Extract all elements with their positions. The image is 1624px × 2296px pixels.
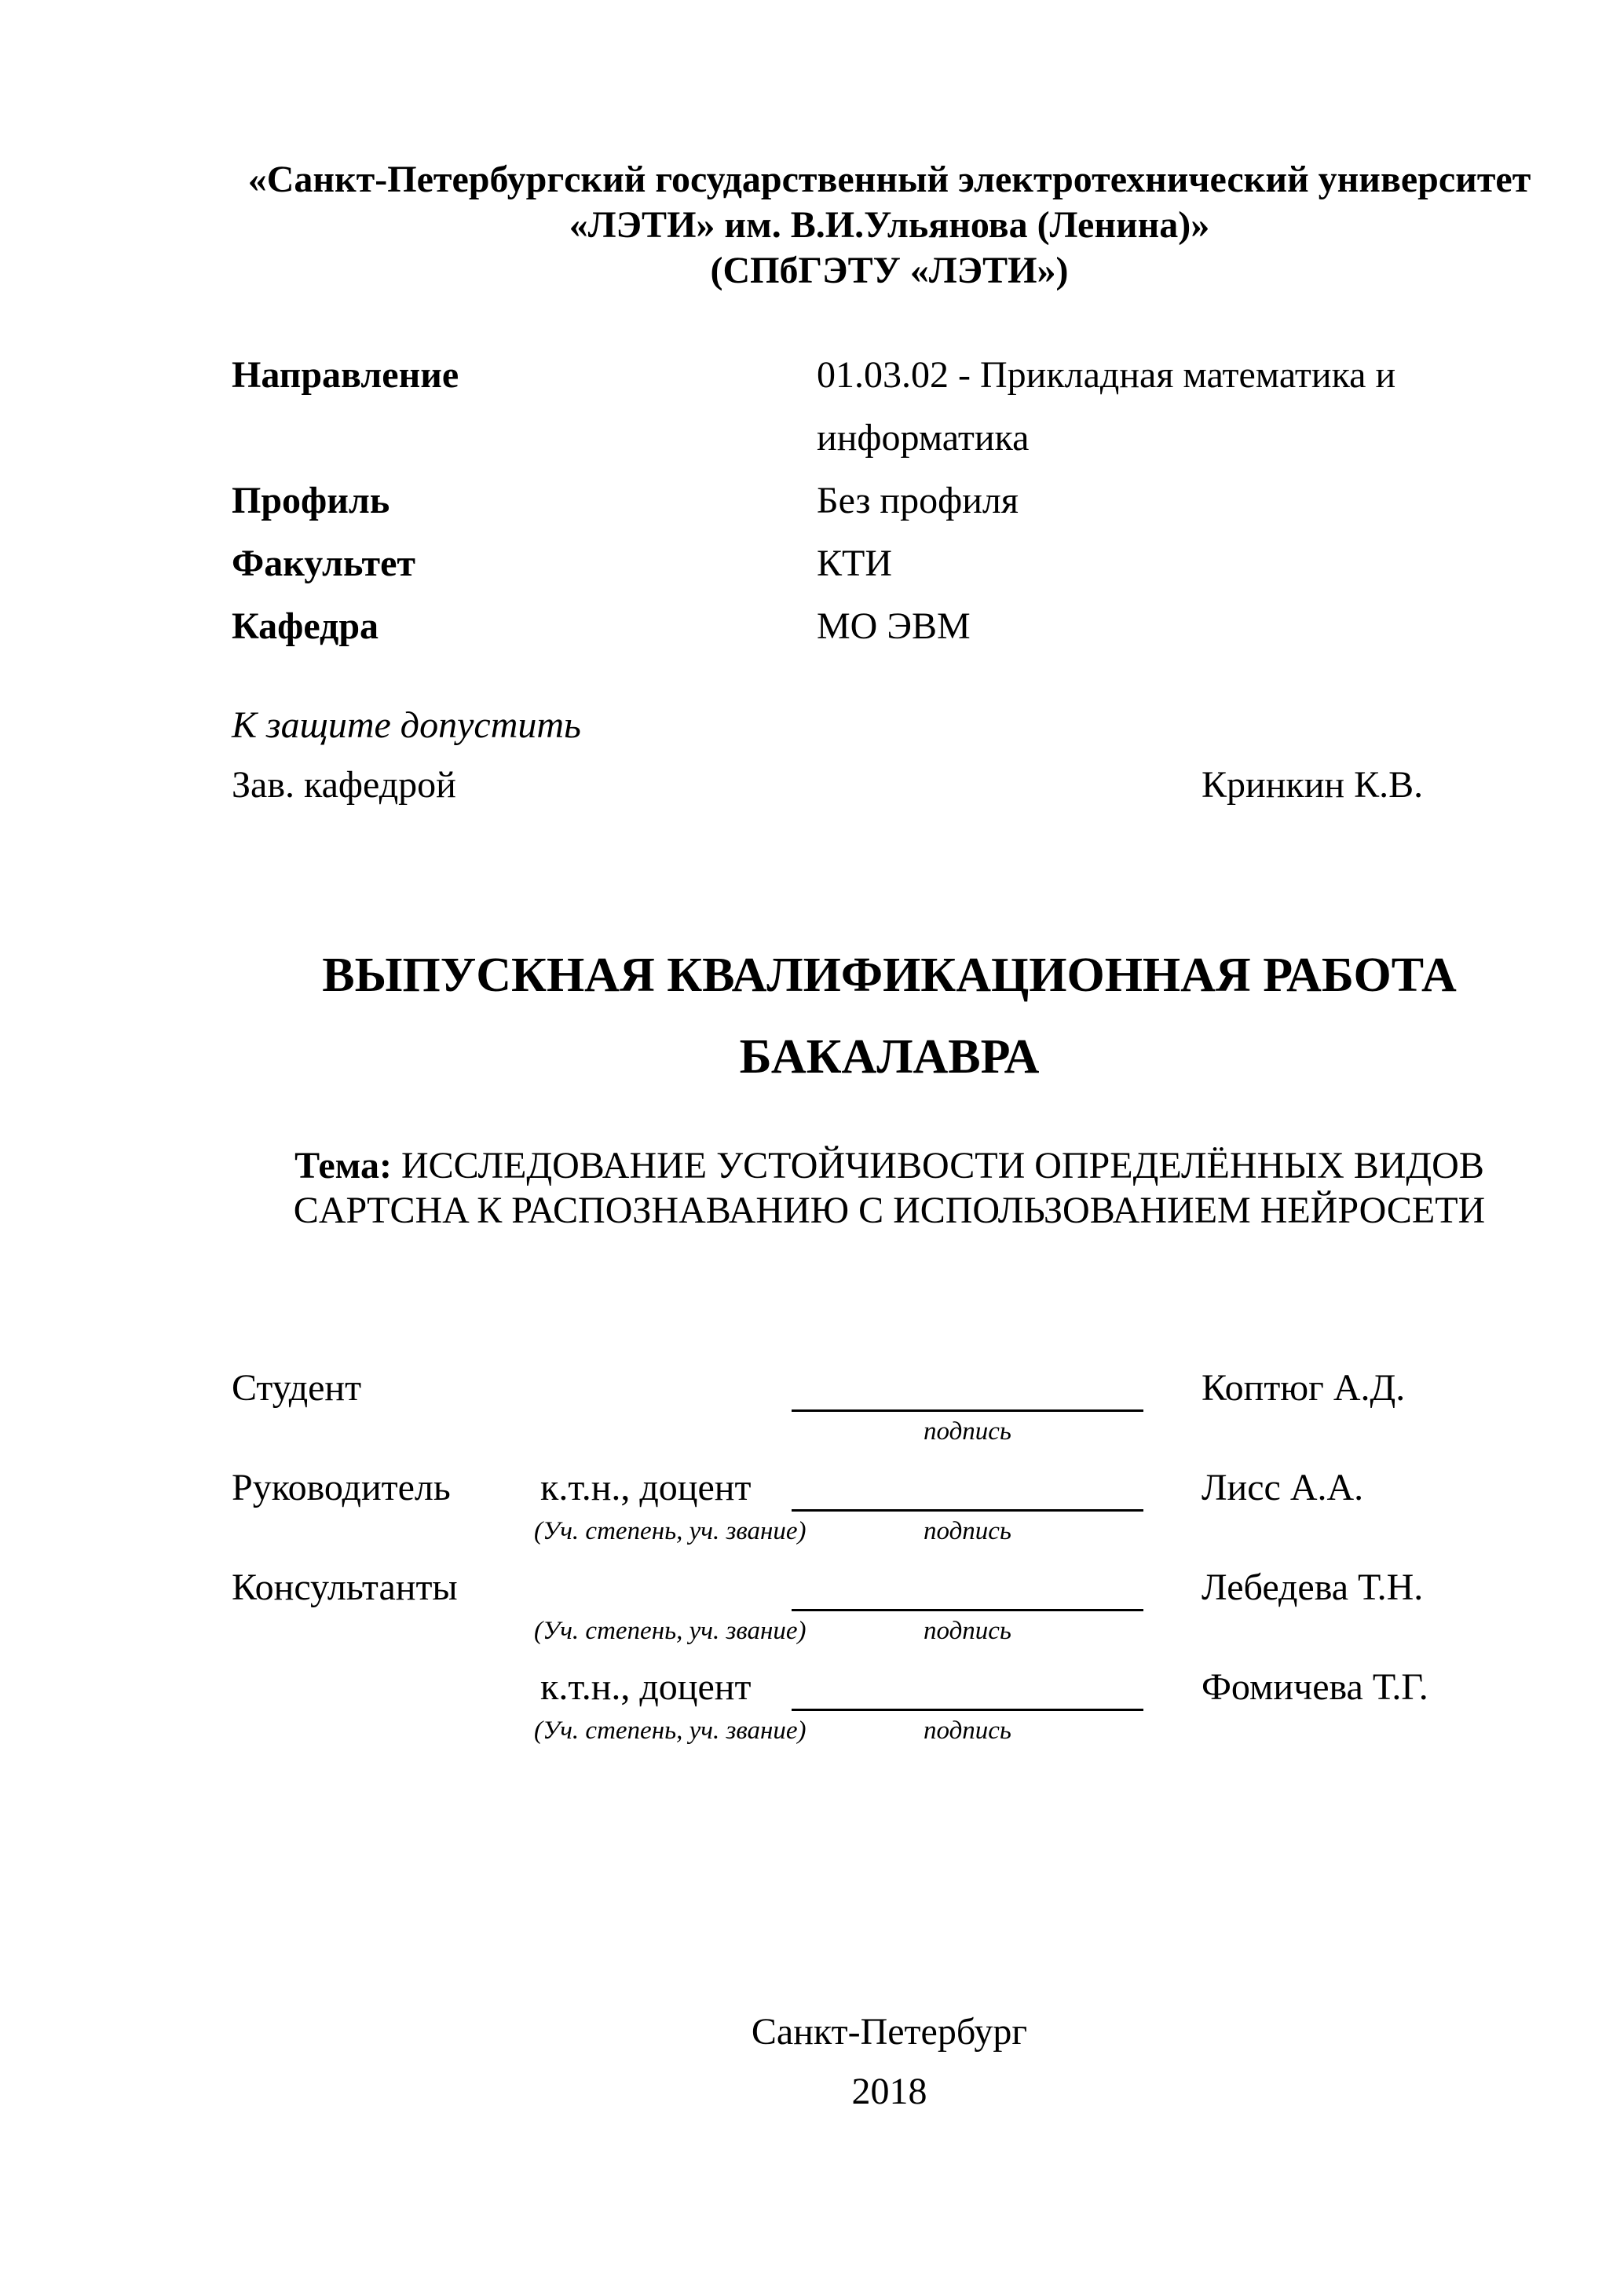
signature-role-label: Консультанты xyxy=(232,1567,458,1608)
degree-caption: (Уч. степень, уч. звание) xyxy=(534,1617,807,1645)
theme-line1 xyxy=(294,1145,1484,1186)
theme-block xyxy=(232,1143,1547,1233)
university-name-line2: «ЛЭТИ» им. В.И.Ульянова (Ленина)» xyxy=(569,204,1210,246)
signature-role-label: Руководитель xyxy=(232,1467,451,1508)
signature-line xyxy=(792,1665,1143,1711)
signature-row-consultant-1 xyxy=(232,1566,1547,1665)
program-fields xyxy=(232,344,1547,658)
signature-caption: подпись xyxy=(924,1717,1011,1745)
field-value-direction: 01.03.02 - Прикладная математика и информатика xyxy=(817,354,1396,459)
signature-row-consultant-2 xyxy=(232,1665,1547,1765)
theme-text-line1: ИССЛЕДОВАНИЕ УСТОЙЧИВОСТИ ОПРЕДЕЛЁННЫХ ВИДОВ xyxy=(401,1145,1484,1186)
field-row-department xyxy=(232,595,1547,658)
signature-person-name: Лисс А.А. xyxy=(1202,1467,1364,1508)
footer-year: 2018 xyxy=(851,2071,927,2112)
admission-block xyxy=(232,696,1547,815)
signature-caption: подпись xyxy=(924,1617,1011,1645)
signature-person-name: Лебедева Т.Н. xyxy=(1202,1567,1424,1608)
theme-label: Тема: xyxy=(294,1145,392,1186)
field-value-faculty: КТИ xyxy=(817,543,892,584)
signature-row-supervisor xyxy=(232,1466,1547,1566)
work-title-line1: ВЫПУСКНАЯ КВАЛИФИКАЦИОННАЯ РАБОТА xyxy=(322,949,1457,1002)
field-label-department: Кафедра xyxy=(232,605,379,647)
signature-line xyxy=(792,1466,1143,1512)
signature-person-name: Фомичева Т.Г. xyxy=(1202,1666,1428,1708)
footer-city: Санкт-Петербург xyxy=(751,2011,1028,2053)
university-abbreviation: (СПбГЭТУ «ЛЭТИ») xyxy=(710,250,1069,291)
field-label-faculty: Факультет xyxy=(232,543,415,584)
university-header xyxy=(232,157,1547,294)
admission-row xyxy=(232,755,1547,815)
admission-note: К защите допустить xyxy=(232,704,581,746)
signature-row-student xyxy=(232,1366,1547,1466)
signature-caption: подпись xyxy=(924,1417,1011,1446)
field-row-profile xyxy=(232,470,1547,532)
signature-person-name: Коптюг А.Д. xyxy=(1202,1367,1406,1409)
field-row-faculty xyxy=(232,532,1547,595)
work-title xyxy=(232,934,1547,1098)
head-of-department-label: Зав. кафедрой xyxy=(232,764,456,806)
head-of-department-name: Кринкин К.В. xyxy=(1202,764,1424,806)
signature-line xyxy=(792,1366,1143,1412)
work-title-line2: БАКАЛАВРА xyxy=(739,1030,1040,1084)
field-label-direction: Направление xyxy=(232,354,459,396)
degree-caption: (Уч. степень, уч. звание) xyxy=(534,1717,807,1745)
field-row-direction xyxy=(232,344,1547,470)
signature-degree: к.т.н., доцент xyxy=(540,1467,752,1508)
footer xyxy=(232,2002,1547,2122)
degree-caption: (Уч. степень, уч. звание) xyxy=(534,1517,807,1545)
university-name-line1: «Санкт-Петербургский государственный электротехнический университет xyxy=(247,159,1531,200)
signature-degree: к.т.н., доцент xyxy=(540,1666,752,1708)
field-value-department: МО ЭВМ xyxy=(817,605,971,647)
signature-caption: подпись xyxy=(924,1517,1011,1545)
signatures-block xyxy=(232,1366,1547,1765)
signature-line xyxy=(792,1566,1143,1611)
field-value-profile: Без профиля xyxy=(817,480,1019,521)
theme-text-line2: CAPTCHA К РАСПОЗНАВАНИЮ С ИСПОЛЬЗОВАНИЕМ НЕЙРОСЕТИ xyxy=(293,1190,1486,1231)
signature-role-label: Студент xyxy=(232,1367,362,1409)
field-label-profile: Профиль xyxy=(232,480,390,521)
